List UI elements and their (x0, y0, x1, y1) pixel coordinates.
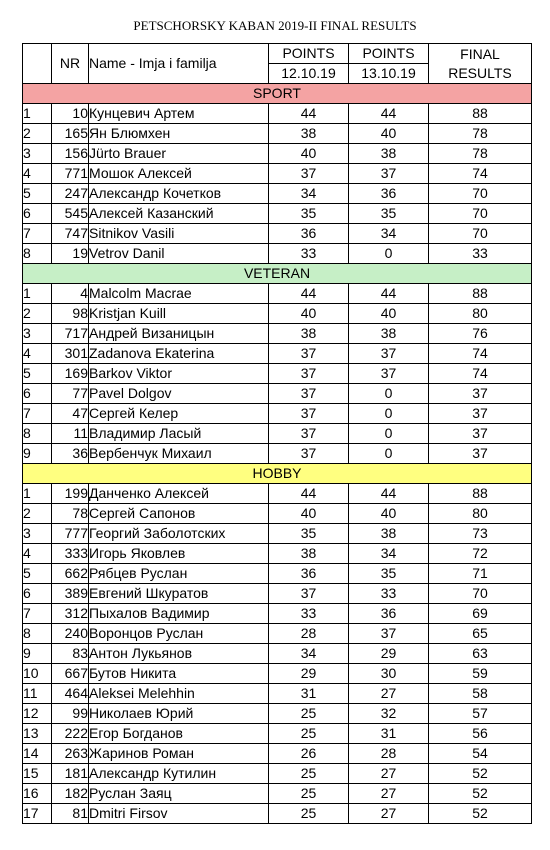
name-cell: Kristjan Kuill (89, 304, 269, 324)
points-day2-cell: 40 (349, 124, 429, 144)
final-result-cell: 57 (429, 704, 532, 724)
table-row (23, 684, 532, 704)
table-row (23, 584, 532, 604)
number-cell: 10 (52, 104, 89, 124)
final-result-cell: 65 (429, 624, 532, 644)
name-cell: Игорь Яковлев (89, 544, 269, 564)
place-cell: 6 (23, 584, 52, 604)
points-day2-cell: 35 (349, 204, 429, 224)
table-body (23, 84, 532, 824)
number-cell: 333 (52, 544, 89, 564)
name-cell: Николаев Юрий (89, 704, 269, 724)
table-row (23, 624, 532, 644)
final-result-cell: 59 (429, 664, 532, 684)
points-day1-cell: 25 (269, 764, 349, 784)
points-day1-cell: 34 (269, 184, 349, 204)
table-row (23, 384, 532, 404)
points-day1-cell: 37 (269, 444, 349, 464)
table-row (23, 324, 532, 344)
place-cell: 10 (23, 664, 52, 684)
table-row (23, 144, 532, 164)
table-row (23, 504, 532, 524)
points-day1-cell: 26 (269, 744, 349, 764)
points-day1-cell: 44 (269, 284, 349, 304)
points-day2-cell: 35 (349, 564, 429, 584)
final-result-cell: 70 (429, 584, 532, 604)
points-day2-cell: 37 (349, 344, 429, 364)
points-day1-cell: 34 (269, 644, 349, 664)
header-nr: NR (52, 44, 89, 84)
name-cell: Рябцев Руслан (89, 564, 269, 584)
points-day1-cell: 40 (269, 504, 349, 524)
header-date-day1: 12.10.19 (269, 64, 349, 84)
place-cell: 2 (23, 504, 52, 524)
place-cell: 16 (23, 784, 52, 804)
points-day2-cell: 38 (349, 524, 429, 544)
name-cell: Руслан Заяц (89, 784, 269, 804)
final-result-cell: 52 (429, 764, 532, 784)
final-result-cell: 74 (429, 364, 532, 384)
header-final-line1: FINAL (460, 45, 500, 62)
table-row (23, 124, 532, 144)
place-cell: 12 (23, 704, 52, 724)
points-day1-cell: 35 (269, 524, 349, 544)
number-cell: 77 (52, 384, 89, 404)
table-row (23, 404, 532, 424)
name-cell: Кунцевич Артем (89, 104, 269, 124)
name-cell: Zadanova Ekaterina (89, 344, 269, 364)
place-cell: 5 (23, 364, 52, 384)
points-day2-cell: 31 (349, 724, 429, 744)
place-cell: 13 (23, 724, 52, 744)
table-header (23, 44, 532, 84)
points-day2-cell: 27 (349, 684, 429, 704)
results-table (22, 43, 532, 824)
table-row (23, 164, 532, 184)
place-cell: 8 (23, 424, 52, 444)
table-row (23, 484, 532, 504)
number-cell: 81 (52, 804, 89, 824)
points-day2-cell: 34 (349, 224, 429, 244)
points-day1-cell: 35 (269, 204, 349, 224)
number-cell: 717 (52, 324, 89, 344)
section-label: VETERAN (23, 264, 532, 284)
place-cell: 9 (23, 444, 52, 464)
number-cell: 747 (52, 224, 89, 244)
name-cell: Алексей Казанский (89, 204, 269, 224)
points-day2-cell: 37 (349, 364, 429, 384)
place-cell: 3 (23, 524, 52, 544)
name-cell: Антон Лукьянов (89, 644, 269, 664)
final-result-cell: 73 (429, 524, 532, 544)
table-row (23, 104, 532, 124)
number-cell: 36 (52, 444, 89, 464)
name-cell: Vetrov Danil (89, 244, 269, 264)
points-day1-cell: 44 (269, 104, 349, 124)
table-row (23, 244, 532, 264)
points-day2-cell: 32 (349, 704, 429, 724)
final-result-cell: 54 (429, 744, 532, 764)
final-result-cell: 76 (429, 324, 532, 344)
section-label: HOBBY (23, 464, 532, 484)
number-cell: 83 (52, 644, 89, 664)
number-cell: 4 (52, 284, 89, 304)
name-cell: Воронцов Руслан (89, 624, 269, 644)
number-cell: 301 (52, 344, 89, 364)
header-final-line2: RESULTS (448, 64, 512, 81)
place-cell: 4 (23, 344, 52, 364)
place-cell: 7 (23, 404, 52, 424)
table-row (23, 564, 532, 584)
number-cell: 263 (52, 744, 89, 764)
points-day2-cell: 30 (349, 664, 429, 684)
points-day2-cell: 0 (349, 384, 429, 404)
points-day2-cell: 36 (349, 184, 429, 204)
points-day2-cell: 0 (349, 404, 429, 424)
final-result-cell: 74 (429, 344, 532, 364)
points-day2-cell: 40 (349, 504, 429, 524)
table-row (23, 304, 532, 324)
number-cell: 181 (52, 764, 89, 784)
number-cell: 545 (52, 204, 89, 224)
points-day1-cell: 36 (269, 224, 349, 244)
final-result-cell: 88 (429, 104, 532, 124)
number-cell: 389 (52, 584, 89, 604)
number-cell: 199 (52, 484, 89, 504)
section-header-row (23, 84, 532, 104)
points-day2-cell: 44 (349, 104, 429, 124)
final-result-cell: 37 (429, 384, 532, 404)
final-result-cell: 52 (429, 784, 532, 804)
final-result-cell: 58 (429, 684, 532, 704)
points-day2-cell: 37 (349, 624, 429, 644)
points-day1-cell: 38 (269, 324, 349, 344)
final-result-cell: 56 (429, 724, 532, 744)
table-row (23, 704, 532, 724)
number-cell: 78 (52, 504, 89, 524)
final-result-cell: 88 (429, 284, 532, 304)
table-row (23, 764, 532, 784)
final-result-cell: 80 (429, 504, 532, 524)
points-day1-cell: 37 (269, 404, 349, 424)
document-title: PETSCHORSKY KABAN 2019-II FINAL RESULTS (133, 18, 417, 33)
table-row (23, 224, 532, 244)
number-cell: 182 (52, 784, 89, 804)
header-place (23, 44, 52, 84)
table-row (23, 284, 532, 304)
table-row (23, 204, 532, 224)
place-cell: 11 (23, 684, 52, 704)
points-day1-cell: 40 (269, 304, 349, 324)
section-header-row (23, 464, 532, 484)
final-result-cell: 69 (429, 604, 532, 624)
table-row (23, 784, 532, 804)
final-result-cell: 37 (429, 444, 532, 464)
points-day2-cell: 27 (349, 784, 429, 804)
name-cell: Евгений Шкуратов (89, 584, 269, 604)
place-cell: 8 (23, 624, 52, 644)
header-date-day2: 13.10.19 (349, 64, 429, 84)
points-day1-cell: 25 (269, 784, 349, 804)
name-cell: Ян Блюмхен (89, 124, 269, 144)
points-day2-cell: 44 (349, 484, 429, 504)
points-day2-cell: 40 (349, 304, 429, 324)
points-day2-cell: 27 (349, 804, 429, 824)
number-cell: 312 (52, 604, 89, 624)
points-day2-cell: 33 (349, 584, 429, 604)
number-cell: 222 (52, 724, 89, 744)
place-cell: 5 (23, 564, 52, 584)
table-row (23, 744, 532, 764)
points-day1-cell: 37 (269, 584, 349, 604)
table-row (23, 344, 532, 364)
name-cell: Андрей Визаницын (89, 324, 269, 344)
points-day1-cell: 37 (269, 364, 349, 384)
place-cell: 3 (23, 324, 52, 344)
points-day1-cell: 37 (269, 344, 349, 364)
points-day1-cell: 33 (269, 244, 349, 264)
name-cell: Бутов Никита (89, 664, 269, 684)
points-day1-cell: 38 (269, 544, 349, 564)
final-result-cell: 74 (429, 164, 532, 184)
name-cell: Сергей Сапонов (89, 504, 269, 524)
points-day2-cell: 37 (349, 164, 429, 184)
final-result-cell: 70 (429, 204, 532, 224)
name-cell: Dmitri Firsov (89, 804, 269, 824)
place-cell: 7 (23, 224, 52, 244)
points-day2-cell: 0 (349, 444, 429, 464)
number-cell: 98 (52, 304, 89, 324)
final-result-cell: 72 (429, 544, 532, 564)
place-cell: 2 (23, 124, 52, 144)
place-cell: 17 (23, 804, 52, 824)
table-row (23, 184, 532, 204)
table-row (23, 664, 532, 684)
points-day1-cell: 33 (269, 604, 349, 624)
points-day1-cell: 36 (269, 564, 349, 584)
table-row (23, 444, 532, 464)
points-day2-cell: 29 (349, 644, 429, 664)
name-cell: Георгий Заболотских (89, 524, 269, 544)
name-cell: Пыхалов Вадимир (89, 604, 269, 624)
points-day1-cell: 25 (269, 704, 349, 724)
points-day2-cell: 38 (349, 144, 429, 164)
header-final-results (429, 44, 532, 84)
points-day1-cell: 25 (269, 804, 349, 824)
name-cell: Jürto Brauer (89, 144, 269, 164)
name-cell: Barkov Viktor (89, 364, 269, 384)
final-result-cell: 37 (429, 424, 532, 444)
points-day2-cell: 44 (349, 284, 429, 304)
name-cell: Aleksei Melehhin (89, 684, 269, 704)
name-cell: Александр Кочетков (89, 184, 269, 204)
number-cell: 19 (52, 244, 89, 264)
header-name: Name - Imja i familja (89, 44, 269, 84)
place-cell: 9 (23, 644, 52, 664)
number-cell: 667 (52, 664, 89, 684)
number-cell: 464 (52, 684, 89, 704)
place-cell: 3 (23, 144, 52, 164)
place-cell: 1 (23, 484, 52, 504)
points-day2-cell: 38 (349, 324, 429, 344)
points-day1-cell: 29 (269, 664, 349, 684)
points-day1-cell: 28 (269, 624, 349, 644)
points-day1-cell: 44 (269, 484, 349, 504)
points-day2-cell: 27 (349, 764, 429, 784)
number-cell: 771 (52, 164, 89, 184)
table-row (23, 644, 532, 664)
place-cell: 15 (23, 764, 52, 784)
place-cell: 7 (23, 604, 52, 624)
place-cell: 6 (23, 204, 52, 224)
place-cell: 8 (23, 244, 52, 264)
table-row (23, 724, 532, 744)
place-cell: 4 (23, 544, 52, 564)
name-cell: Жаринов Роман (89, 744, 269, 764)
number-cell: 47 (52, 404, 89, 424)
points-day2-cell: 36 (349, 604, 429, 624)
name-cell: Данченко Алексей (89, 484, 269, 504)
name-cell: Вербенчук Михаил (89, 444, 269, 464)
number-cell: 165 (52, 124, 89, 144)
final-result-cell: 70 (429, 184, 532, 204)
final-result-cell: 33 (429, 244, 532, 264)
points-day2-cell: 28 (349, 744, 429, 764)
header-points-day2: POINTS (349, 44, 429, 64)
section-header-row (23, 264, 532, 284)
points-day1-cell: 37 (269, 384, 349, 404)
final-result-cell: 88 (429, 484, 532, 504)
final-result-cell: 63 (429, 644, 532, 664)
points-day1-cell: 37 (269, 424, 349, 444)
final-result-cell: 78 (429, 124, 532, 144)
points-day1-cell: 37 (269, 164, 349, 184)
name-cell: Мошок Алексей (89, 164, 269, 184)
final-result-cell: 37 (429, 404, 532, 424)
points-day1-cell: 38 (269, 124, 349, 144)
place-cell: 4 (23, 164, 52, 184)
number-cell: 240 (52, 624, 89, 644)
header-points-day1: POINTS (269, 44, 349, 64)
name-cell: Егор Богданов (89, 724, 269, 744)
final-result-cell: 71 (429, 564, 532, 584)
name-cell: Сергей Келер (89, 404, 269, 424)
name-cell: Владимир Ласый (89, 424, 269, 444)
place-cell: 1 (23, 104, 52, 124)
number-cell: 99 (52, 704, 89, 724)
name-cell: Sitnikov Vasili (89, 224, 269, 244)
name-cell: Malcolm Macrae (89, 284, 269, 304)
final-result-cell: 70 (429, 224, 532, 244)
name-cell: Pavel Dolgov (89, 384, 269, 404)
table-row (23, 524, 532, 544)
number-cell: 662 (52, 564, 89, 584)
place-cell: 14 (23, 744, 52, 764)
number-cell: 156 (52, 144, 89, 164)
points-day2-cell: 34 (349, 544, 429, 564)
final-result-cell: 78 (429, 144, 532, 164)
section-label: SPORT (23, 84, 532, 104)
table-row (23, 544, 532, 564)
number-cell: 777 (52, 524, 89, 544)
table-row (23, 604, 532, 624)
place-cell: 1 (23, 284, 52, 304)
table-row (23, 804, 532, 824)
points-day1-cell: 31 (269, 684, 349, 704)
place-cell: 6 (23, 384, 52, 404)
points-day2-cell: 0 (349, 424, 429, 444)
place-cell: 2 (23, 304, 52, 324)
number-cell: 169 (52, 364, 89, 384)
points-day2-cell: 0 (349, 244, 429, 264)
points-day1-cell: 40 (269, 144, 349, 164)
final-result-cell: 52 (429, 804, 532, 824)
final-result-cell: 80 (429, 304, 532, 324)
table-row (23, 424, 532, 444)
points-day1-cell: 25 (269, 724, 349, 744)
number-cell: 11 (52, 424, 89, 444)
name-cell: Александр Кутилин (89, 764, 269, 784)
place-cell: 5 (23, 184, 52, 204)
number-cell: 247 (52, 184, 89, 204)
table-row (23, 364, 532, 384)
